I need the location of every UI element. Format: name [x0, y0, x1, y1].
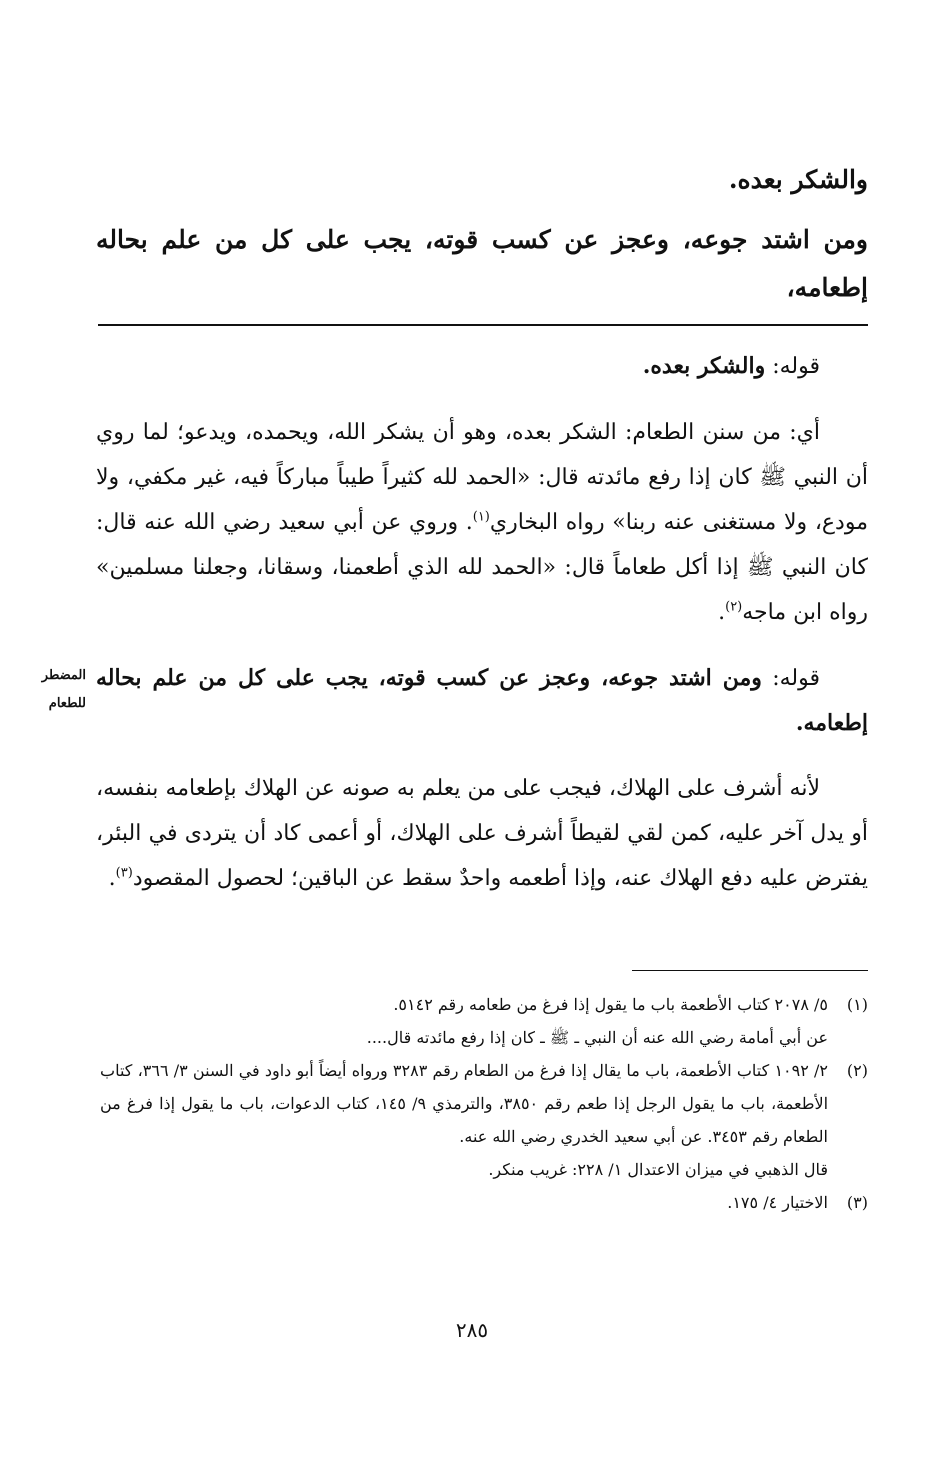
- footnote-text: ٢/ ١٠٩٢ كتاب الأطعمة، باب ما يقال إذا فرغ من الطعام رقم ٣٢٨٣ ورواه أيضاً أبو داود في السنن ٣/ ٣٦٦، كتاب الأطعمة، باب ما يقول الرجل إذا طعم رقم ٣٨٥٠، والترمذي ٩/ ١٤٥، كتاب الدعوات، باب ما يقول إذا فرغ من الطعام رقم ٣٤٥٣. عن أبي سعيد الخدري رضي الله عنه.: [100, 1061, 829, 1146]
- footnote-item: [100, 988, 868, 1021]
- footnote-text: ٥/ ٢٠٧٨ كتاب الأطعمة باب ما يقول إذا فرغ من طعامه رقم ٥١٤٢.: [393, 995, 828, 1014]
- quote-prefix: قوله:: [772, 354, 820, 379]
- quote-prefix: قوله:: [772, 666, 820, 691]
- footnotes: [100, 988, 868, 1219]
- commentary-text-continued: . وروي عن أبي سعيد رضي الله عنه قال: كان النبي ﷺ إذا أكل طعاماً قال: «الحمد لله الذي أطعمنا، وسقانا، وجعلنا مسلمين» رواه ابن ماجه: [96, 510, 868, 625]
- commentary-text: لأنه أشرف على الهلاك، فيجب على من يعلم به صونه عن الهلاك بإطعامه بنفسه، أو يدل آخر عليه، كمن لقي لقيطاً أشرف على الهلاك، أو أعمى كاد أن يتردى في البئر، يفترض عليه دفع الهلاك عنه، وإذا أطعمه واحدٌ سقط عن الباقين؛ لحصول المقصود: [96, 776, 868, 891]
- footnote-item: [100, 1186, 868, 1219]
- footnote-ref-1[interactable]: (١): [472, 509, 490, 525]
- commentary-paragraph-hunger: [96, 766, 868, 901]
- footnote-ref-2[interactable]: (٢): [725, 599, 743, 615]
- commentary-quote-shukr: [96, 344, 868, 389]
- footnote-continuation: عن أبي أمامة رضي الله عنه أن النبي ـ ﷺ ـ كان إذا رفع مائدته قال....: [366, 1028, 828, 1047]
- commentary-paragraph-shukr: [96, 410, 868, 635]
- page-number: ٢٨٥: [455, 1318, 489, 1342]
- quote-text: والشكر بعده.: [642, 353, 766, 379]
- sentence-end: .: [718, 600, 726, 625]
- quote-text: ومن اشتد جوعه، وعجز عن كسب قوته، يجب على كل من علم بحاله إطعامه.: [96, 665, 868, 736]
- matn-paragraph-hunger: ومن اشتد جوعه، وعجز عن كسب قوته، يجب على كل من علم بحاله إطعامه،: [96, 225, 868, 302]
- commentary-quote-hunger: [96, 656, 868, 746]
- margin-heading: [8, 662, 86, 718]
- footnote-number: (٣): [846, 1193, 868, 1212]
- footnote-ref-3[interactable]: (٣): [115, 865, 133, 881]
- footnote-separator-rule: [632, 970, 868, 971]
- sentence-end: .: [108, 866, 116, 891]
- footnote-text: الاختيار ٤/ ١٧٥.: [727, 1193, 828, 1212]
- commentary-text: أي: من سنن الطعام: الشكر بعده، وهو أن يشكر الله، ويحمده، ويدعو؛ لما روي أن النبي ﷺ كان إذا رفع مائدته قال: «الحمد لله كثيراً طيباً مباركاً فيه، غير مكفي، ولا مودع، ولا مستغنى عنه ربنا» رواه البخاري: [96, 420, 868, 535]
- margin-heading-line: للطعام: [48, 696, 86, 711]
- matn-line-shukr: والشكر بعده.: [728, 165, 868, 194]
- footnote-number: (٢): [846, 1061, 868, 1080]
- margin-heading-line: المضطر: [41, 668, 86, 683]
- footnote-number: (١): [846, 995, 868, 1014]
- matn-separator-rule: [98, 324, 868, 326]
- footnote-item: [100, 1054, 868, 1153]
- footnote-continuation: قال الذهبي في ميزان الاعتدال ١/ ٢٢٨: غريب منكر.: [488, 1160, 828, 1179]
